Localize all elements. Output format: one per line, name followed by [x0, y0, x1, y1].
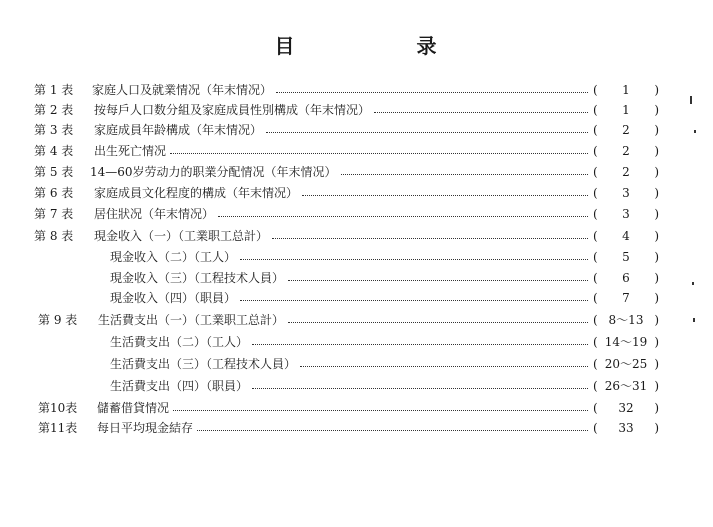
toc-table-number: 第 7 表: [34, 207, 74, 221]
toc-page-number: 3: [622, 207, 630, 221]
dot-leader: [197, 430, 588, 431]
dot-leader: [252, 344, 588, 345]
toc-table-number: 第11表: [38, 421, 78, 435]
dot-leader: [302, 195, 588, 196]
toc-table-number: 第 6 表: [34, 186, 74, 200]
toc-page-number: 32: [618, 401, 634, 415]
toc-entry-title: 家庭成員文化程度的構成（年末情况）: [94, 186, 299, 200]
toc-entry: 第 7 表 居住狀况（年末情况） ( 3 ): [0, 204, 713, 224]
dot-leader: [240, 259, 588, 260]
title-char-left: 目: [274, 34, 297, 58]
toc-entry: 現金收入（三）（工程技术人員） ( 6 ): [0, 268, 713, 288]
dot-leader: [288, 280, 588, 281]
toc-entry: 第 3 表 家庭成員年龄構成（年末情况） ( 2 ): [0, 120, 713, 140]
dot-leader: [272, 238, 588, 239]
page-title: [0, 30, 713, 59]
toc-page-number: 4: [622, 229, 630, 243]
dot-leader: [374, 112, 588, 113]
toc-entry: 第 2 表 按每戶人口数分組及家庭成員性別構成（年末情况） ( 1 ): [0, 100, 713, 120]
toc-page-number: 26～31: [604, 379, 648, 393]
toc-entry-title: 現金收入（四）（职員）: [110, 291, 237, 305]
toc-entry-title: 居住狀况（年末情况）: [94, 207, 215, 221]
toc-entry-title: 現金收入（一）（工業职工总計）: [94, 229, 269, 243]
scan-mark: [690, 96, 692, 104]
toc-table-number: 第10表: [38, 401, 78, 415]
toc-entry-title: 出生死亡情况: [94, 144, 167, 158]
toc-table-number: 第 2 表: [34, 103, 74, 117]
dot-leader: [288, 322, 588, 323]
dot-leader: [300, 366, 588, 367]
toc-table-number: 第 8 表: [34, 229, 74, 243]
title-char-right: 录: [416, 34, 439, 58]
toc-entry-title: 生活費支出（一）（工業职工总計）: [98, 313, 285, 327]
toc-page-number: 2: [622, 144, 630, 158]
toc-page-number: 1: [622, 83, 630, 97]
toc-entry-title: 生活費支出（二）（工人）: [110, 335, 249, 349]
toc-page-number: 14～19: [604, 335, 648, 349]
toc-page-number: 20～25: [604, 357, 648, 371]
toc-page-number: 1: [622, 103, 630, 117]
toc-table-number: 第 4 表: [34, 144, 74, 158]
dot-leader: [240, 300, 588, 301]
scan-mark: [694, 130, 696, 133]
toc-page-number: 6: [622, 271, 630, 285]
toc-page-number: 2: [622, 165, 630, 179]
dot-leader: [173, 410, 588, 411]
toc-entry-title: 14—60岁劳动力的职業分配情况（年末情况）: [90, 165, 337, 179]
toc-entry: 第10表 儲蓄借貸情况 ( 32 ): [0, 398, 713, 418]
toc-entry-title: 儲蓄借貸情况: [97, 401, 170, 415]
dot-leader: [170, 153, 588, 154]
toc-entry: 生活費支出（四）（职員） ( 26～31 ): [0, 376, 713, 396]
scan-mark: [693, 318, 695, 322]
toc-table-number: 第 3 表: [34, 123, 74, 137]
toc-table-number: 第 1 表: [34, 83, 74, 97]
dot-leader: [266, 132, 588, 133]
toc-page-number: 2: [622, 123, 630, 137]
toc-entry: 生活費支出（三）（工程技术人員） ( 20～25 ): [0, 354, 713, 374]
toc-page-number: 33: [618, 421, 634, 435]
toc-entry: 第 5 表 14—60岁劳动力的职業分配情况（年末情况） ( 2 ): [0, 162, 713, 182]
toc-entry: 現金收入（二）（工人） ( 5 ): [0, 247, 713, 267]
toc-entry-title: 現金收入（二）（工人）: [110, 250, 237, 264]
dot-leader: [276, 92, 588, 93]
toc-entry: 生活費支出（二）（工人） ( 14～19 ): [0, 332, 713, 352]
toc-entry: 第 6 表 家庭成員文化程度的構成（年末情况） ( 3 ): [0, 183, 713, 203]
toc-entry-title: 生活費支出（四）（职員）: [110, 379, 249, 393]
toc-entry: 第 8 表 現金收入（一）（工業职工总計） ( 4 ): [0, 226, 713, 246]
toc-entry-title: 每日平均現金結存: [97, 421, 194, 435]
toc-entry: 第 9 表 生活費支出（一）（工業职工总計） ( 8～13 ): [0, 310, 713, 330]
dot-leader: [341, 174, 588, 175]
toc-page-number: 7: [622, 291, 630, 305]
toc-entry: 第 4 表 出生死亡情况 ( 2 ): [0, 141, 713, 161]
scan-mark: [692, 282, 694, 285]
toc-entry-title: 現金收入（三）（工程技术人員）: [110, 271, 285, 285]
toc-entry: 第11表 每日平均現金結存 ( 33 ): [0, 418, 713, 438]
toc-entry-title: 生活費支出（三）（工程技术人員）: [110, 357, 297, 371]
toc-page-number: 3: [622, 186, 630, 200]
toc-entry-title: 家庭人口及就業情况（年末情况）: [92, 83, 273, 97]
toc-entry-title: 按每戶人口数分組及家庭成員性別構成（年末情况）: [94, 103, 371, 117]
dot-leader: [252, 388, 588, 389]
toc-table-number: 第 5 表: [34, 165, 74, 179]
toc-page-number: 5: [622, 250, 630, 264]
toc-entry: 現金收入（四）（职員） ( 7 ): [0, 288, 713, 308]
toc-table-number: 第 9 表: [38, 313, 78, 327]
toc-entry-title: 家庭成員年龄構成（年末情况）: [94, 123, 263, 137]
dot-leader: [218, 216, 588, 217]
toc-entry: 第 1 表 家庭人口及就業情况（年末情况） ( 1 ): [0, 80, 713, 100]
toc-page-number: 8～13: [608, 313, 644, 327]
